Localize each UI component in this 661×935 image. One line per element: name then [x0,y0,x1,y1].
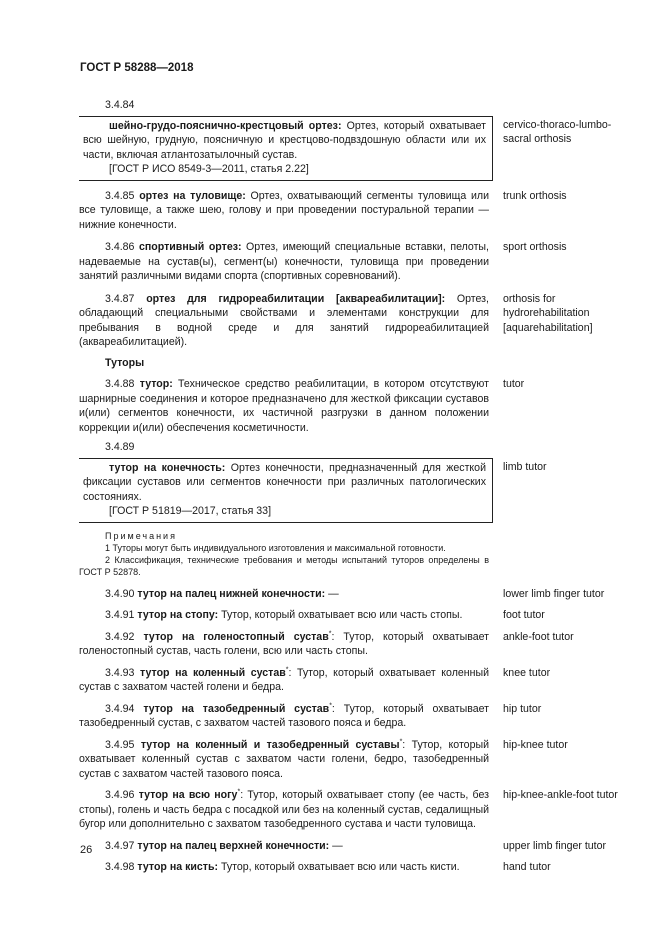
english-term: knee tutor [503,666,551,679]
tutor-entries-list [79,587,619,875]
asterisk-mark: * [328,629,332,637]
asterisk-mark: * [237,788,241,796]
definition: Ортез, имеющий специальные вставки, пелоты, надеваемые на сустав(ы), сегмент(ы) конечности, туловища при проведении занятий различными видами спорта (спортивных соревнований). [79,241,489,282]
definition: Ортез, охватывающий сегменты туловища или все туловище, а также шею, голову и при проведении постуральной терапии — нижние конечности. [79,189,489,231]
term: тутор: [139,378,173,390]
entry-3-4-85 [79,189,619,233]
definition: Ортез конечности, предназначенный для жесткой фиксации суставов или сегментов конечности при различных патологических состояниях. [83,461,486,503]
english-term: cervico-thoraco-lumbo-sacral orthosis [503,118,612,145]
definition: : Тутор, который охватывает голеностопный сустав, часть голени, всю или часть стопы. [79,630,489,657]
definition: Техническое средство реабилитации, в котором отсутствуют шарнирные соединения и которое предназначено для жесткой фиксации суставов и(или) сегментов конечности, их частичной разгрузки в данном положении коррекции и(или) обеспечения косметичности. [79,378,489,434]
entry-3-4-91 [79,608,619,623]
entry-3-4-98 [79,860,619,875]
source-reference: [ГОСТ Р 51819—2017, статья 33] [109,505,272,517]
definition: Тутор, который охватывает всю или часть стопы. [218,609,463,621]
english-term: lower limb finger tutor [503,587,605,600]
english-term: orthosis for hydrorehabilitation [aquarehabilitation] [503,292,593,334]
term: ортез на туловище: [139,189,246,202]
english-term: hand tutor [503,861,551,873]
english-term: limb tutor [503,460,547,473]
entry-3-4-84 [79,116,619,181]
entry-3-4-92 [79,630,619,659]
asterisk-mark: * [285,665,289,673]
document-header: ГОСТ Р 58288—2018 [80,62,194,74]
definition: : Тутор, который охватывает тазобедренный сустав, с захватом частей тазового пояса и бедра. [79,702,489,729]
entry-number: 3.4.89 [105,441,135,453]
entry-number: 3.4.88 [105,378,135,390]
english-term: tutor [503,378,525,390]
entry-number: 3.4.97 [105,839,135,852]
entry-3-4-95 [79,738,619,782]
notes-block [79,530,489,578]
entry-number: 3.4.98 [105,861,135,873]
english-term: ankle-foot tutor [503,630,574,643]
term: тутор на палец нижней конечности: [137,587,326,600]
entry-number: 3.4.91 [105,609,135,621]
note-2: 2 Классификация, технические требования и методы испытаний туторов определены в ГОСТ Р 52878. [79,554,489,577]
entry-number: 3.4.96 [105,789,135,801]
english-term: upper limb finger tutor [503,839,607,852]
definition: Ортез, который охватывает всю шейную, грудную, поясничную и крестцово-подвздошную области или их части, включая атлантозатылочный сустав. [83,119,486,161]
term: тутор на голеностопный сустав [143,630,329,643]
entry-number: 3.4.94 [105,702,135,715]
definition: : Тутор, который охватывает коленный сустав с захватом части голени, бедро, тазобедренный сустав с захватом частей тазового пояса. [79,738,489,780]
term: тутор на тазобедренный сустав [143,702,330,715]
term: ортез для гидрореабилитации [акварeабилитации]: [146,292,446,305]
term: тутор на коленный сустав [140,666,286,679]
entry-3-4-86 [79,240,619,284]
term: спортивный ортез: [139,241,242,253]
term: тутор на всю ногу [138,789,238,801]
note-1: 1 Туторы могут быть индивидуального изготовления и максимальной готовности. [105,542,446,553]
english-term: sport orthosis [503,241,567,253]
entry-3-4-96 [79,788,619,832]
entry-3-4-87 [79,292,619,350]
entry-3-4-93 [79,666,619,695]
term: шейно-грудо-пояснично-крестцовый ортез: [109,119,342,132]
entry-number: 3.4.84 [105,99,135,111]
source-reference: [ГОСТ Р ИСО 8549-3—2011, статья 2.22] [109,163,309,175]
entry-3-4-88 [79,377,619,435]
quoted-definition-box [79,458,493,523]
english-term: trunk orthosis [503,189,567,202]
english-term: hip-knee tutor [503,738,568,751]
document-body [79,98,619,875]
term: тутор на конечность: [109,461,226,474]
english-term: hip tutor [503,702,542,715]
definition: : Тутор, который охватывает стопу (ее часть, без стопы), голень и часть бедра с посадкой или без на коленный сустав, седалищный бугор или дополнительно с захватом тазобедренного сустава и части туловища. [79,789,489,830]
asterisk-mark: * [399,737,403,745]
term: тутор на стопу: [137,609,219,621]
definition: — [329,839,343,852]
entry-3-4-94 [79,702,619,731]
entry-number: 3.4.93 [105,666,135,679]
page-number: 26 [80,844,93,856]
entry-number: 3.4.95 [105,738,135,751]
term: тутор на коленный и тазобедренный суставы [140,738,400,751]
entry-number: 3.4.86 [105,241,135,253]
entry-3-4-90 [79,587,619,602]
entry-3-4-97 [79,839,619,854]
term: тутор на кисть: [137,861,218,873]
notes-title: Примечания [105,530,177,541]
quoted-definition-box [79,116,493,181]
term: тутор на палец верхней конечности: [137,839,330,852]
entry-number: 3.4.87 [105,292,135,305]
english-term: foot tutor [503,609,545,621]
english-term: hip-knee-ankle-foot tutor [503,789,618,801]
entry-3-4-89 [79,458,619,523]
entry-number: 3.4.85 [105,189,135,202]
entry-number: 3.4.90 [105,587,135,600]
definition: — [325,587,339,600]
definition: : Тутор, который охватывает коленный сустав с захватом частей голени и бедра. [79,666,490,693]
subsection-heading: Туторы [105,356,145,369]
definition: Тутор, который охватывает всю или часть кисти. [218,861,460,873]
asterisk-mark: * [329,701,332,709]
entry-number: 3.4.92 [105,630,135,643]
definition: Ортез, обладающий специальными свойствами и элементами конструкции для пребывания в водной среде и для занятий гидрореабилитацией (акварeабилитацией). [79,292,489,348]
